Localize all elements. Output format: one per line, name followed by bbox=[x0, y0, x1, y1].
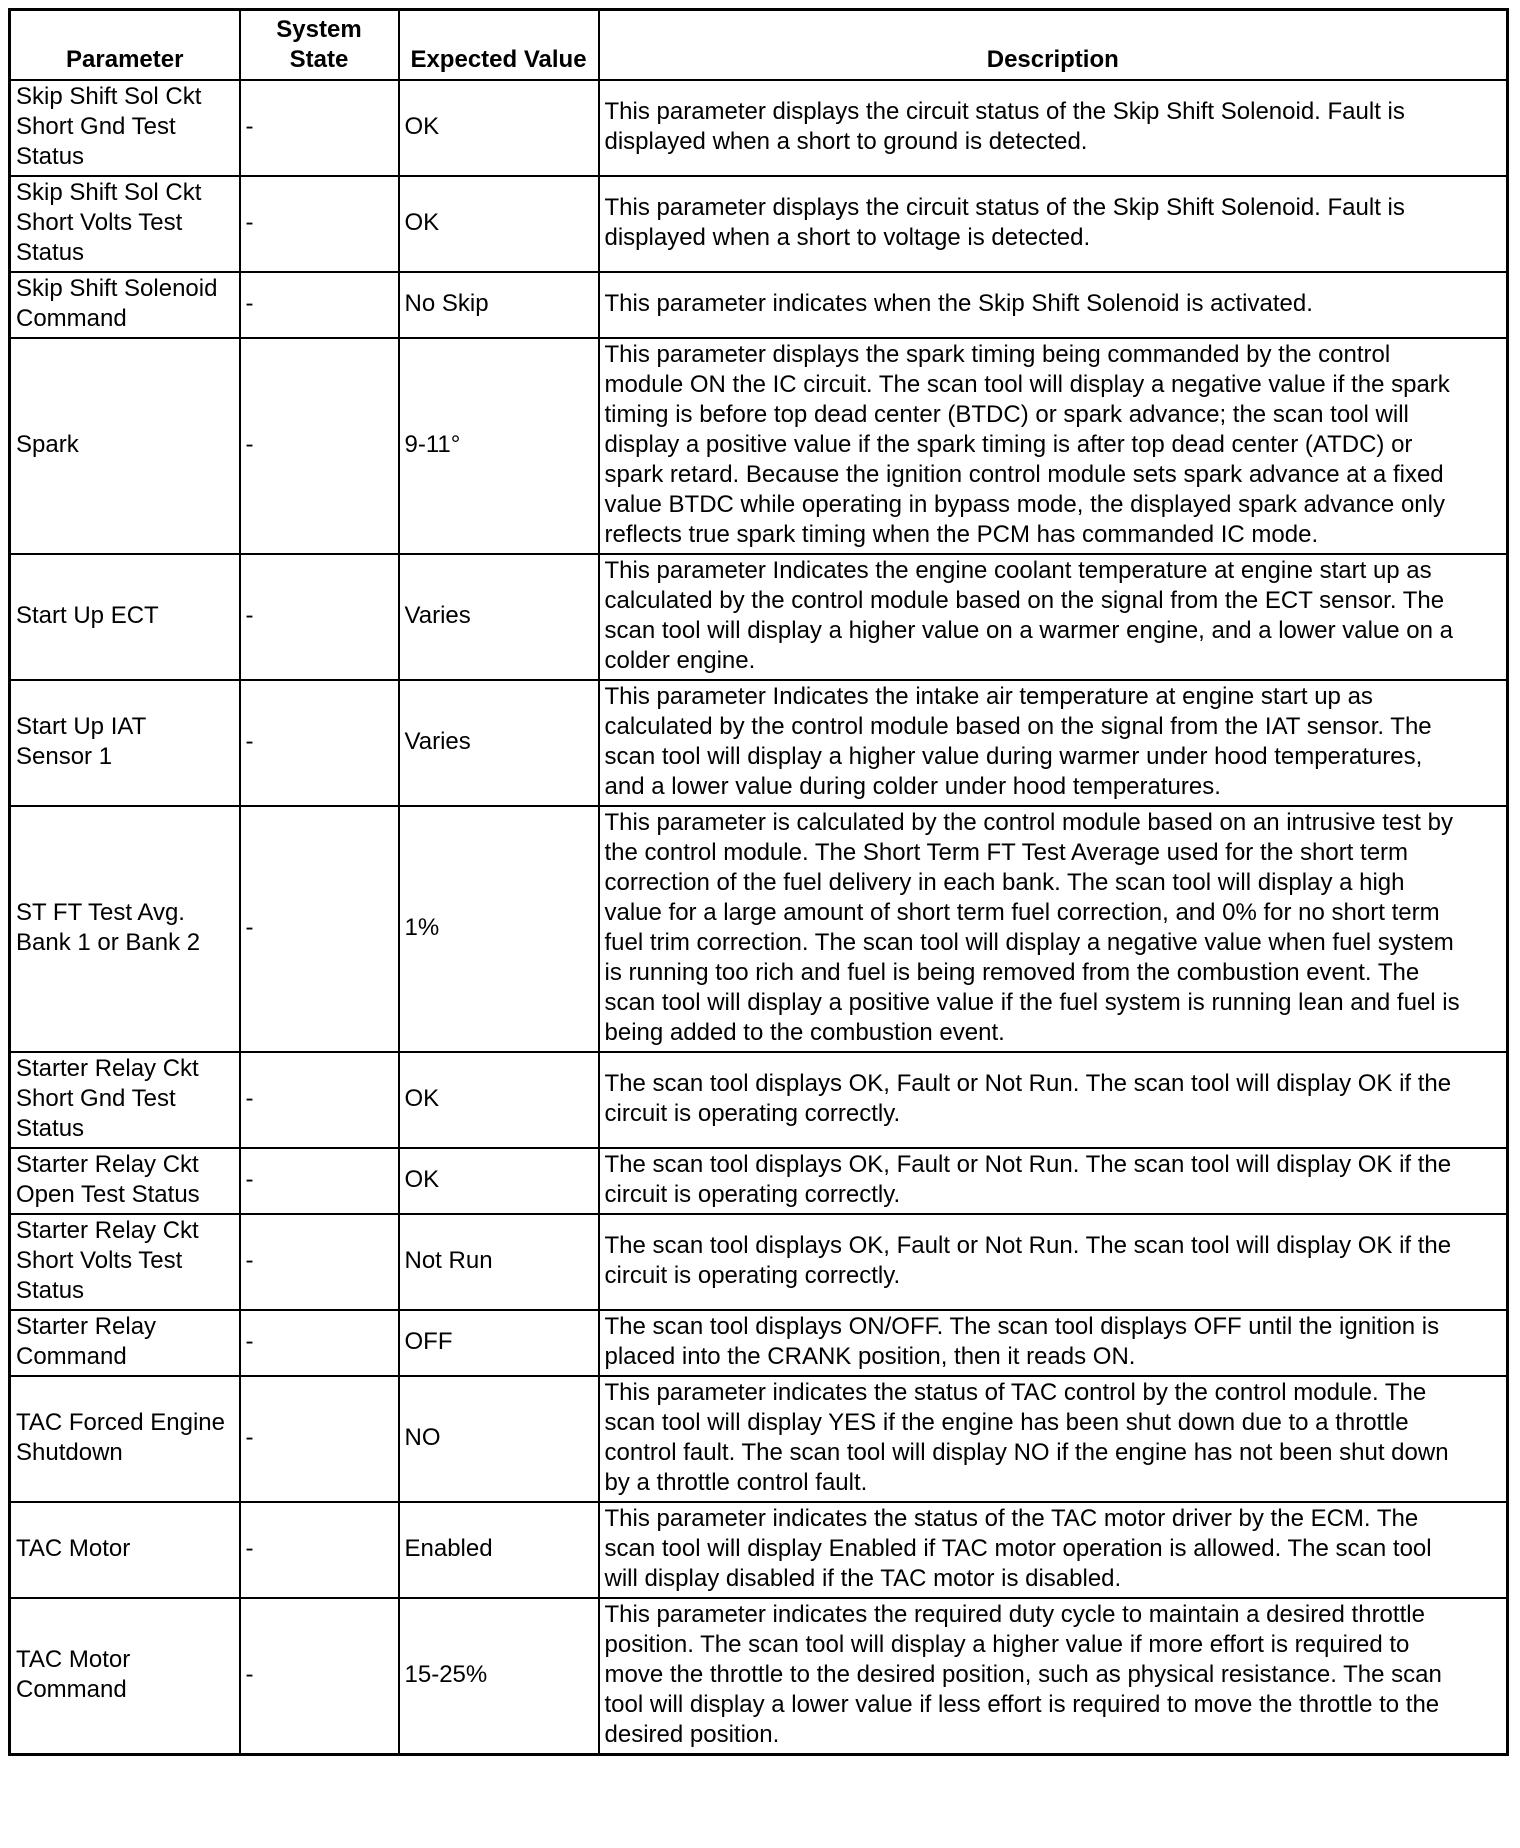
cell-parameter: Skip Shift Sol Ckt Short Volts Test Status bbox=[10, 176, 240, 272]
cell-expected-value: Varies bbox=[399, 554, 599, 680]
cell-expected-value: 15-25% bbox=[399, 1598, 599, 1755]
cell-system-state: - bbox=[240, 680, 399, 806]
table-row bbox=[10, 1376, 1508, 1502]
cell-system-state: - bbox=[240, 176, 399, 272]
header-description: Description bbox=[599, 10, 1508, 81]
cell-parameter: Starter Relay Command bbox=[10, 1310, 240, 1376]
cell-description: The scan tool displays OK, Fault or Not Run. The scan tool will display OK if the circuit is operating correctly. bbox=[599, 1214, 1508, 1310]
cell-description: This parameter Indicates the engine coolant temperature at engine start up as calculated by the control module based on the signal from the ECT sensor. The scan tool will display a higher value on a warmer engine, and a lower value on a colder engine. bbox=[599, 554, 1508, 680]
cell-description: This parameter indicates the status of the TAC motor driver by the ECM. The scan tool will display Enabled if TAC motor operation is allowed. The scan tool will display disabled if the TAC motor is disabled. bbox=[599, 1502, 1508, 1598]
cell-system-state: - bbox=[240, 1148, 399, 1214]
cell-system-state: - bbox=[240, 1376, 399, 1502]
cell-description: The scan tool displays OK, Fault or Not Run. The scan tool will display OK if the circuit is operating correctly. bbox=[599, 1148, 1508, 1214]
cell-expected-value: OK bbox=[399, 1148, 599, 1214]
cell-description: This parameter indicates the status of TAC control by the control module. The scan tool will display YES if the engine has been shut down due to a throttle control fault. The scan tool will display NO if the engine has not been shut down by a throttle control fault. bbox=[599, 1376, 1508, 1502]
cell-description: This parameter indicates when the Skip Shift Solenoid is activated. bbox=[599, 272, 1508, 338]
cell-parameter: TAC Motor Command bbox=[10, 1598, 240, 1755]
table-body bbox=[10, 80, 1508, 1755]
cell-expected-value: OK bbox=[399, 80, 599, 176]
cell-expected-value: OK bbox=[399, 176, 599, 272]
cell-system-state: - bbox=[240, 806, 399, 1052]
cell-expected-value: Varies bbox=[399, 680, 599, 806]
table-row bbox=[10, 1148, 1508, 1214]
cell-system-state: - bbox=[240, 1214, 399, 1310]
cell-description: This parameter displays the circuit status of the Skip Shift Solenoid. Fault is displayed when a short to voltage is detected. bbox=[599, 176, 1508, 272]
cell-system-state: - bbox=[240, 1598, 399, 1755]
cell-expected-value: No Skip bbox=[399, 272, 599, 338]
table-row bbox=[10, 80, 1508, 176]
table-row bbox=[10, 1598, 1508, 1755]
cell-parameter: Starter Relay Ckt Short Volts Test Status bbox=[10, 1214, 240, 1310]
table-row bbox=[10, 1214, 1508, 1310]
header-row bbox=[10, 10, 1508, 81]
cell-parameter: Starter Relay Ckt Short Gnd Test Status bbox=[10, 1052, 240, 1148]
cell-description: This parameter displays the circuit status of the Skip Shift Solenoid. Fault is displayed when a short to ground is detected. bbox=[599, 80, 1508, 176]
document-page bbox=[8, 8, 1506, 1756]
cell-expected-value: NO bbox=[399, 1376, 599, 1502]
table-row bbox=[10, 680, 1508, 806]
cell-description: The scan tool displays OK, Fault or Not Run. The scan tool will display OK if the circuit is operating correctly. bbox=[599, 1052, 1508, 1148]
parameter-table bbox=[8, 8, 1509, 1756]
header-parameter: Parameter bbox=[10, 10, 240, 81]
cell-system-state: - bbox=[240, 272, 399, 338]
cell-parameter: Start Up IAT Sensor 1 bbox=[10, 680, 240, 806]
cell-description: This parameter Indicates the intake air temperature at engine start up as calculated by the control module based on the signal from the IAT sensor. The scan tool will display a higher value during warmer under hood temperatures, and a lower value during colder under hood temperatures. bbox=[599, 680, 1508, 806]
table-row bbox=[10, 806, 1508, 1052]
table-row bbox=[10, 272, 1508, 338]
cell-description: The scan tool displays ON/OFF. The scan tool displays OFF until the ignition is placed into the CRANK position, then it reads ON. bbox=[599, 1310, 1508, 1376]
cell-description: This parameter indicates the required duty cycle to maintain a desired throttle position. The scan tool will display a higher value if more effort is required to move the throttle to the desired position, such as physical resistance. The scan tool will display a lower value if less effort is required to move the throttle to the desired position. bbox=[599, 1598, 1508, 1755]
table-header bbox=[10, 10, 1508, 81]
cell-system-state: - bbox=[240, 1310, 399, 1376]
cell-description: This parameter displays the spark timing being commanded by the control module ON the IC circuit. The scan tool will display a negative value if the spark timing is before top dead center (BTDC) or spark advance; the scan tool will display a positive value if the spark timing is after top dead center (ATDC) or spark retard. Because the ignition control module sets spark advance at a fixed value BTDC while operating in bypass mode, the displayed spark advance only reflects true spark timing when the PCM has commanded IC mode. bbox=[599, 338, 1508, 554]
table-row bbox=[10, 338, 1508, 554]
cell-expected-value: 1% bbox=[399, 806, 599, 1052]
cell-expected-value: Not Run bbox=[399, 1214, 599, 1310]
cell-system-state: - bbox=[240, 338, 399, 554]
cell-system-state: - bbox=[240, 1502, 399, 1598]
cell-parameter: TAC Motor bbox=[10, 1502, 240, 1598]
cell-system-state: - bbox=[240, 1052, 399, 1148]
cell-expected-value: OFF bbox=[399, 1310, 599, 1376]
cell-expected-value: 9-11° bbox=[399, 338, 599, 554]
table-row bbox=[10, 1310, 1508, 1376]
cell-description: This parameter is calculated by the control module based on an intrusive test by the control module. The Short Term FT Test Average used for the short term correction of the fuel delivery in each bank. The scan tool will display a high value for a large amount of short term fuel correction, and 0% for no short term fuel trim correction. The scan tool will display a negative value when fuel system is running too rich and fuel is being removed from the combustion event. The scan tool will display a positive value if the fuel system is running lean and fuel is being added to the combustion event. bbox=[599, 806, 1508, 1052]
cell-system-state: - bbox=[240, 80, 399, 176]
cell-expected-value: Enabled bbox=[399, 1502, 599, 1598]
header-system-state: System State bbox=[240, 10, 399, 81]
table-row bbox=[10, 1052, 1508, 1148]
cell-parameter: Skip Shift Sol Ckt Short Gnd Test Status bbox=[10, 80, 240, 176]
cell-parameter: Spark bbox=[10, 338, 240, 554]
cell-parameter: Starter Relay Ckt Open Test Status bbox=[10, 1148, 240, 1214]
table-row bbox=[10, 176, 1508, 272]
cell-expected-value: OK bbox=[399, 1052, 599, 1148]
cell-parameter: TAC Forced Engine Shutdown bbox=[10, 1376, 240, 1502]
cell-parameter: Skip Shift Solenoid Command bbox=[10, 272, 240, 338]
cell-system-state: - bbox=[240, 554, 399, 680]
table-row bbox=[10, 554, 1508, 680]
cell-parameter: Start Up ECT bbox=[10, 554, 240, 680]
cell-parameter: ST FT Test Avg. Bank 1 or Bank 2 bbox=[10, 806, 240, 1052]
header-expected-value: Expected Value bbox=[399, 10, 599, 81]
table-row bbox=[10, 1502, 1508, 1598]
